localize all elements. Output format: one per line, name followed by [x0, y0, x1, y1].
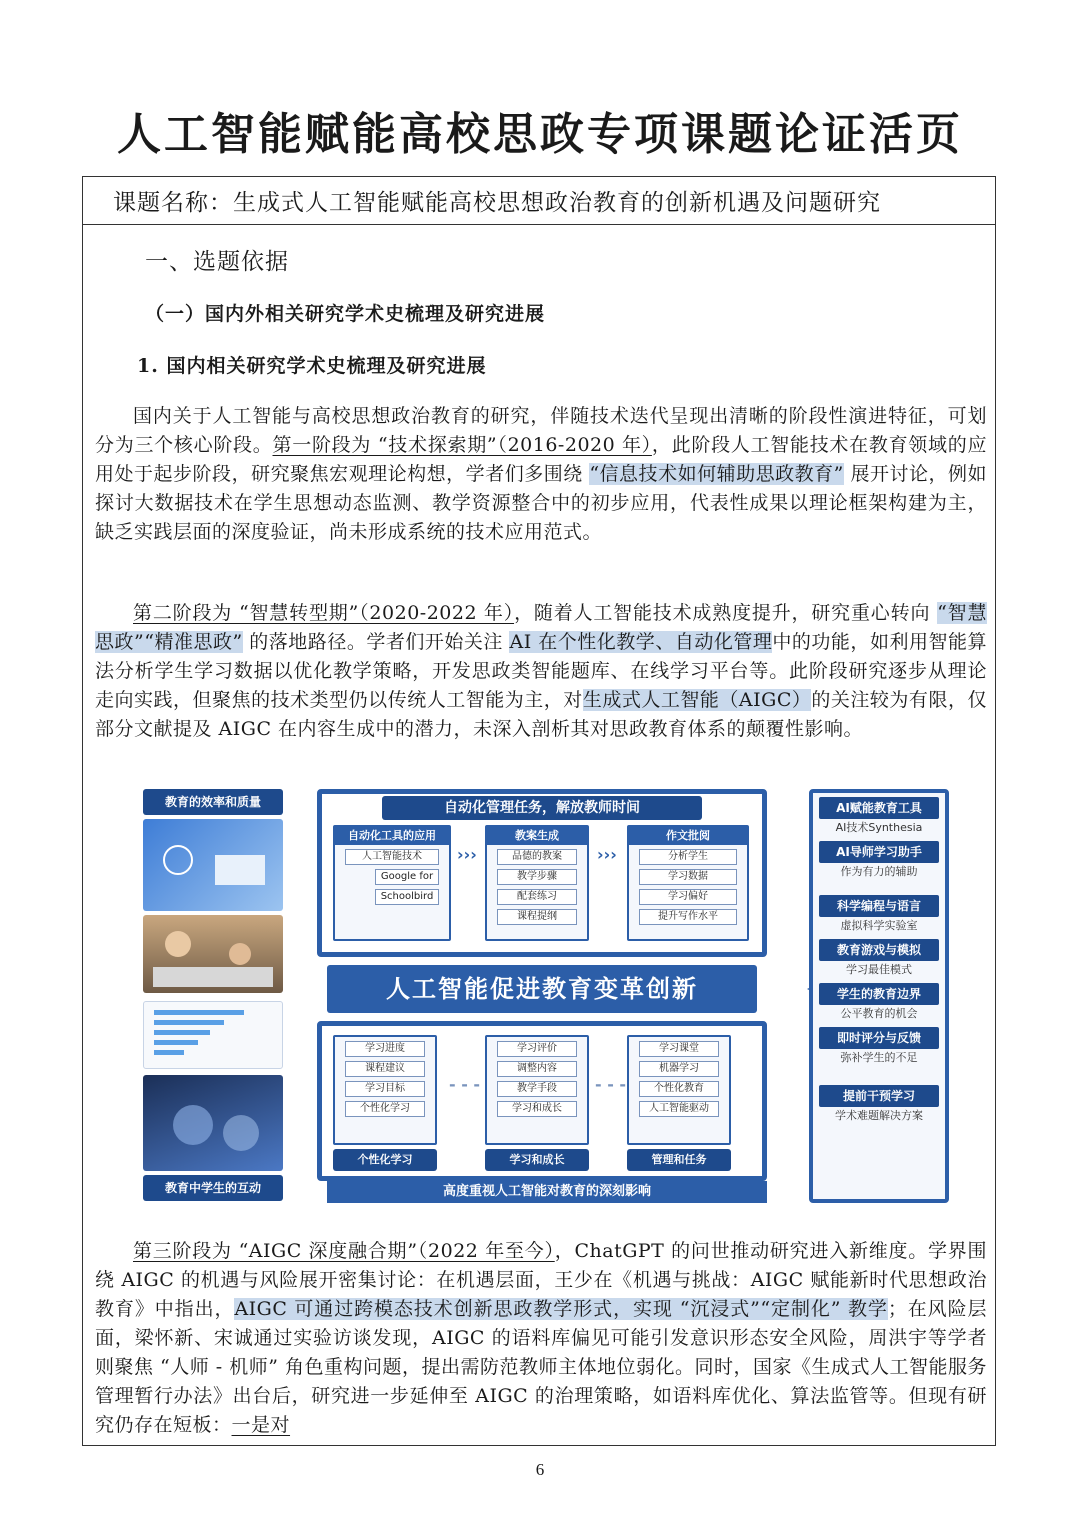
page-number: 6 — [535, 1460, 545, 1479]
right-item-sub: 公平教育的机会 — [840, 1007, 918, 1020]
text-run: 的落地路径。学者们开始关注 — [249, 631, 503, 653]
text-run: ；在风险层面，梁怀新、宋诚通过实验访谈发现，AIGC 的语料库偏见可能引发意识形态安全风险，周洪宇等学者则聚焦 “人师 - 机师” 角色重构问题，提出需防范教师主体地位弱化。同时，国家《生成式人工智能服务管理暂行办法》出台后，研究进一步延伸至 AIGC 的治理策略，如语料库优化、算法监管等。但现有研究仍存在短板： — [95, 1298, 988, 1436]
highlighted-text: AI 在个性化教学、自动化管理 — [509, 631, 773, 653]
process-box — [333, 1035, 437, 1145]
process-box — [485, 1035, 589, 1145]
section-heading: 一、选题依据 — [145, 249, 289, 275]
text-run: ，随着人工智能技术成熟度提升，研究重心转向 — [514, 602, 931, 624]
process-item: 学习课堂 — [639, 1041, 719, 1057]
underlined-text: 第二阶段为 “智慧转型期”（2020-2022 年） — [133, 602, 515, 624]
process-box-head: 管理和任务 — [627, 1149, 731, 1171]
page-title: 人工智能赋能高校思政专项课题论证活页 — [117, 109, 963, 160]
highlighted-text: AIGC 可通过跨模态技术创新思政教学形式，实现 “沉浸式”“定制化” 教学 — [234, 1298, 888, 1320]
process-item: 学习偏好 — [639, 889, 737, 905]
process-box-head: 学习和成长 — [485, 1149, 589, 1171]
right-item-title: AI导师学习助手 — [819, 841, 939, 863]
process-item: 学习进度 — [345, 1041, 425, 1057]
bar-chart-thumbnail — [143, 1001, 283, 1069]
figure-right-column — [809, 789, 949, 1203]
process-item: 人工智能技术 — [345, 849, 439, 865]
dashed-connector: - - - — [595, 1075, 627, 1094]
topic-title: 课题名称：生成式人工智能赋能高校思想政治教育的创新机遇及问题研究 — [113, 190, 881, 216]
process-item: 调整内容 — [497, 1061, 577, 1077]
right-item-title: 学生的教育边界 — [819, 983, 939, 1005]
highlighted-text: “智慧思政”“精准思政” — [95, 602, 987, 653]
process-box — [627, 825, 749, 941]
right-item-sub: AI技术Synthesia — [835, 821, 923, 834]
screenshot-thumbnail — [143, 819, 283, 911]
subsection-heading: （一）国内外相关研究学术史梳理及研究进展 — [145, 303, 546, 325]
process-item: 学习评价 — [497, 1041, 577, 1057]
process-item: 学习数据 — [639, 869, 737, 885]
text-run: 的关注较为有限，仅部分文献提及 AIGC 在内容生成中的潜力，未深入剖析其对思政教育体系的颠覆性影响。 — [95, 689, 987, 740]
diagram-figure — [139, 789, 953, 1207]
left-bottom-label: 教育中学生的互动 — [143, 1175, 283, 1201]
underlined-text: 第三阶段为 “AIGC 深度融合期”（2022 年至今） — [133, 1240, 555, 1262]
right-item-sub: 虚拟科学实验室 — [840, 919, 918, 932]
flow-arrows: ››› — [597, 845, 617, 864]
underlined-text: 第一阶段为 “技术探索期”（2016-2020 年） — [272, 434, 652, 456]
topic-row — [83, 177, 995, 225]
paragraph-stage-1 — [95, 402, 987, 547]
right-item-title: 教育游戏与模拟 — [819, 939, 939, 961]
text-run: 中的功能，如利用智能算法分析学生学习数据以优化教学策略，开发思政类智能题库、在线学习平台等。此阶段研究逐步从理论走向实践，但聚焦的技术类型仍以传统人工智能为主，对 — [95, 631, 987, 711]
process-item: 分析学生 — [639, 849, 737, 865]
right-item-sub: 弥补学生的不足 — [840, 1051, 918, 1064]
process-item: 课程建议 — [345, 1061, 425, 1077]
left-top-label: 教育的效率和质量 — [143, 789, 283, 815]
process-item: 教学步骤 — [497, 869, 577, 885]
process-item: 学习目标 — [345, 1081, 425, 1097]
process-item: 课程提纲 — [497, 909, 577, 925]
process-item: 配套练习 — [497, 889, 577, 905]
paragraph-stage-3 — [95, 1237, 987, 1440]
top-frame-title: 自动化管理任务，解放教师时间 — [382, 796, 702, 820]
process-item: 机器学习 — [639, 1061, 719, 1077]
process-item: 个性化教育 — [639, 1081, 719, 1097]
text-run: 国内关于人工智能与高校思想政治教育的研究，伴随技术迭代呈现出清晰的阶段性演进特征，可划分为三个核心阶段。 — [95, 405, 987, 456]
paragraph-stage-2 — [95, 599, 987, 744]
process-item: 学习和成长 — [497, 1101, 577, 1117]
vr-photo — [143, 1075, 283, 1171]
text-run: ，此阶段人工智能技术在教育领域的应用处于起步阶段，研究聚焦宏观理论构想，学者们多围绕 — [95, 434, 987, 485]
right-item-title: 科学编程与语言 — [819, 895, 939, 917]
content-frame — [82, 176, 996, 1446]
highlighted-text: “信息技术如何辅助思政教育” — [589, 463, 844, 485]
flow-arrows: ››› — [457, 845, 477, 864]
process-item: 品德的教案 — [497, 849, 577, 865]
right-item-title: AI赋能教育工具 — [819, 797, 939, 819]
process-box-head: 自动化工具的应用 — [335, 827, 449, 845]
process-box — [333, 825, 451, 941]
text-run: ，ChatGPT 的问世推动研究进入新维度。学界围绕 AIGC 的机遇与风险展开密集讨论：在机遇层面，王少在《机遇与挑战：AIGC 赋能新时代思想政治教育》中指出， — [95, 1240, 987, 1320]
figure-bottom-bar: 高度重视人工智能对教育的深刻影响 — [327, 1181, 767, 1203]
process-item: 教学手段 — [497, 1081, 577, 1097]
process-box-head: 作文批阅 — [629, 827, 747, 845]
process-box — [485, 825, 589, 941]
process-item: 人工智能驱动 — [639, 1101, 719, 1117]
process-item: Schoolbird — [375, 889, 439, 905]
process-item: 提升写作水平 — [639, 909, 737, 925]
right-item-title: 提前干预学习 — [819, 1085, 939, 1107]
classroom-photo — [143, 915, 283, 993]
underlined-text: 一是对 — [231, 1414, 291, 1436]
text-run: 展开讨论，例如探讨大数据技术在学生思想动态监测、教学资源整合中的初步应用，代表性成果以理论框架构建为主，缺乏实践层面的深度验证，尚未形成系统的技术应用范式。 — [95, 463, 987, 543]
right-item-sub: 学术难题解决方案 — [835, 1109, 923, 1122]
process-box — [627, 1035, 731, 1145]
process-item: Google for — [375, 869, 439, 885]
process-box-head: 教案生成 — [487, 827, 587, 845]
right-item-title: 即时评分与反馈 — [819, 1027, 939, 1049]
process-item: 个性化学习 — [345, 1101, 425, 1117]
dashed-connector: - - - — [449, 1075, 481, 1094]
center-banner: 人工智能促进教育变革创新 — [327, 965, 757, 1013]
highlighted-text: 生成式人工智能（AIGC） — [582, 689, 812, 711]
right-item-sub: 学习最佳模式 — [846, 963, 912, 976]
right-item-sub: 作为有力的辅助 — [840, 865, 918, 878]
process-box-head: 个性化学习 — [333, 1149, 437, 1171]
subsubsection-heading: 1. 国内相关研究学术史梳理及研究进展 — [137, 355, 487, 377]
figure-left-column — [139, 789, 287, 1203]
